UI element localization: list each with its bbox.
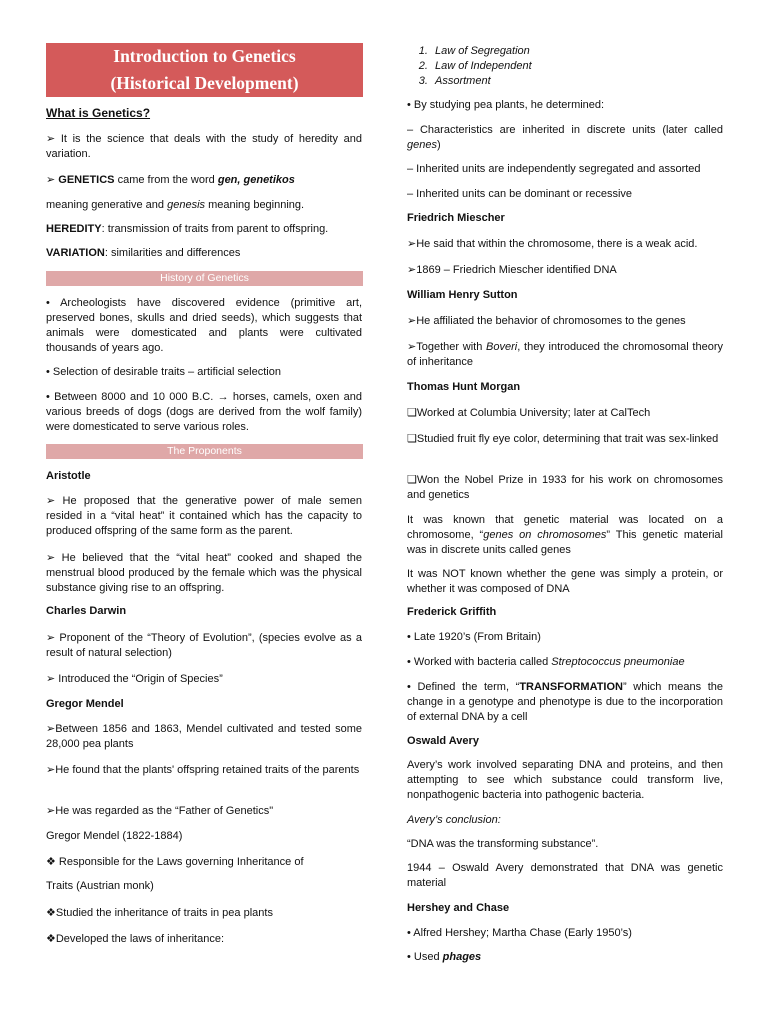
paragraph: ❑Studied fruit fly eye color, determining that trait was sex-linked	[407, 433, 719, 445]
what-is-heading: What is Genetics?	[46, 106, 151, 120]
text-run: • Defined the term, “	[407, 681, 520, 693]
paragraph: ➢ Introduced the “Origin of Species”	[46, 673, 223, 685]
paragraph: ❑Won the Nobel Prize in 1933 for his work on chromosomes and genetics	[407, 474, 723, 501]
paragraph: • Alfred Hershey; Martha Chase (Early 1950’s)	[407, 927, 632, 939]
text-run: • Worked with bacteria called	[407, 656, 552, 668]
title-line-2: (Historical Development)	[110, 73, 299, 93]
paragraph: Avery’s conclusion:	[407, 814, 501, 826]
paragraph	[46, 198, 362, 213]
paragraph: ➢1869 – Friedrich Miescher identified DNA	[407, 264, 617, 276]
text-run: genes on chromosomes	[483, 529, 607, 541]
paragraph: 1944 – Oswald Avery demonstrated that DNA was genetic material	[407, 862, 723, 889]
paragraph: Gregor Mendel (1822-1884)	[46, 830, 183, 842]
paragraph: ➢He found that the plants' offspring retained traits of the parents	[46, 764, 360, 776]
text-run: HEREDITY	[46, 223, 102, 235]
paragraph: ➢ Proponent of the “Theory of Evolution”, (species evolve as a result of natural selection)	[46, 632, 362, 659]
text-run: VARIATION	[46, 247, 105, 259]
paragraph: Traits (Austrian monk)	[46, 880, 154, 892]
paragraph: ➢ It is the science that deals with the study of heredity and variation.	[46, 133, 362, 160]
text-run: It was known that genetic material was located on a chromosome, “	[407, 514, 723, 541]
paragraph: It was NOT known whether the gene was simply a protein, or whether it was composed of DNA	[407, 568, 723, 595]
text-run: meaning beginning.	[205, 199, 305, 211]
paragraph	[407, 123, 723, 153]
paragraph: ➢ He believed that the “vital heat” cooked and shaped the menstrual blood produced by the female which was the physical substance giving rise to an offspring.	[46, 552, 362, 594]
darwin-heading: Charles Darwin	[46, 605, 127, 617]
miescher-heading: Friedrich Miescher	[407, 212, 505, 224]
text-run: Boveri	[486, 341, 518, 353]
paragraph: Avery’s work involved separating DNA and proteins, and then attempting to see which substance could transform live, nonpathogenic bacteria into pathogenic bacteria.	[407, 759, 723, 801]
aristotle-heading: Aristotle	[46, 470, 91, 482]
title-line-1: Introduction to Genetics	[113, 46, 296, 66]
paragraph: ❑Worked at Columbia University; later at CalTech	[407, 407, 651, 419]
paragraph	[407, 655, 723, 670]
text-run: genesis	[167, 199, 206, 211]
text-run: Streptococcus pneumoniae	[551, 656, 685, 668]
paragraph	[407, 513, 723, 558]
text-run: gen, genetikos	[217, 174, 295, 186]
proponents-band: The Proponents	[46, 444, 363, 459]
paragraph: ➢He affiliated the behavior of chromosomes to the genes	[407, 315, 686, 327]
avery-heading: Oswald Avery	[407, 735, 479, 747]
paragraph: • Archeologists have discovered evidence (primitive art, preserved bones, skulls and dried seeds), which suggests that animals were domesticated and plants were cultivated thousands of years ago.	[46, 297, 362, 354]
title-banner	[46, 43, 363, 97]
sutton-heading: William Henry Sutton	[407, 289, 518, 301]
text-run: ➢Together with	[407, 341, 487, 353]
text-run: came from the word	[114, 174, 218, 186]
text-run: • Used	[407, 951, 443, 963]
text-run: meaning generative and	[46, 199, 168, 211]
paragraph	[46, 222, 362, 237]
list-item: 2. Law of Independent	[431, 59, 532, 74]
text-run: phages	[442, 951, 482, 963]
paragraph	[407, 680, 723, 725]
paragraph: ❖Studied the inheritance of traits in pea plants	[46, 907, 273, 919]
paragraph: • Late 1920’s (From Britain)	[407, 631, 541, 643]
text-run: ➢	[46, 174, 59, 186]
paragraph: ➢ He proposed that the generative power of male semen resided in a “vital heat” it contained which has the capacity to produced offspring of the same form as the parent.	[46, 495, 362, 537]
text-run: : transmission of traits from parent to offspring.	[101, 223, 329, 235]
mendel-heading: Gregor Mendel	[46, 698, 124, 710]
paragraph: – Inherited units are independently segregated and assorted	[407, 163, 701, 175]
laws-list	[407, 44, 532, 89]
paragraph: ❖Developed the laws of inheritance:	[46, 933, 225, 945]
paragraph: ➢He was regarded as the “Father of Genetics"	[46, 805, 274, 817]
text-run: TRANSFORMATION	[519, 681, 623, 693]
paragraph	[407, 950, 723, 965]
text-run: , they introduced the chromosomal theory of inheritance	[407, 341, 723, 368]
paragraph: • Between 8000 and 10 000 B.C. → horses, camels, oxen and various breeds of dogs (dogs are derived from the wolf family) were domesticated to serve various roles.	[46, 391, 362, 433]
paragraph: ❖ Responsible for the Laws governing Inheritance of	[46, 856, 304, 868]
text-run: GENETICS	[58, 174, 115, 186]
morgan-heading: Thomas Hunt Morgan	[407, 381, 521, 393]
text-run: genes	[407, 139, 437, 151]
paragraph: ➢He said that within the chromosome, there is a weak acid.	[407, 238, 698, 250]
paragraph: ➢Between 1856 and 1863, Mendel cultivated and tested some 28,000 pea plants	[46, 723, 362, 750]
history-band: History of Genetics	[46, 271, 363, 286]
paragraph: • By studying pea plants, he determined:	[407, 99, 605, 111]
text-run: ” which means the change in a genotype and phenotype is due to the incorporation of external DNA by a cell	[407, 681, 723, 723]
paragraph: – Inherited units can be dominant or recessive	[407, 188, 633, 200]
paragraph: • Selection of desirable traits – artificial selection	[46, 366, 281, 378]
paragraph	[407, 340, 723, 370]
text-run: ” This genetic material was in discrete units called genes	[407, 529, 723, 556]
text-run: : similarities and differences	[104, 247, 241, 259]
paragraph	[46, 173, 362, 188]
paragraph: “DNA was the transforming substance”.	[407, 838, 599, 850]
paragraph	[46, 246, 362, 261]
list-item: 1. Law of Segregation	[431, 44, 532, 59]
hershey-heading: Hershey and Chase	[407, 902, 510, 914]
griffith-heading: Frederick Griffith	[407, 606, 497, 618]
list-item: 3. Assortment	[431, 74, 532, 89]
text-run: )	[436, 139, 441, 151]
text-run: – Characteristics are inherited in discrete units (later called	[407, 124, 723, 136]
